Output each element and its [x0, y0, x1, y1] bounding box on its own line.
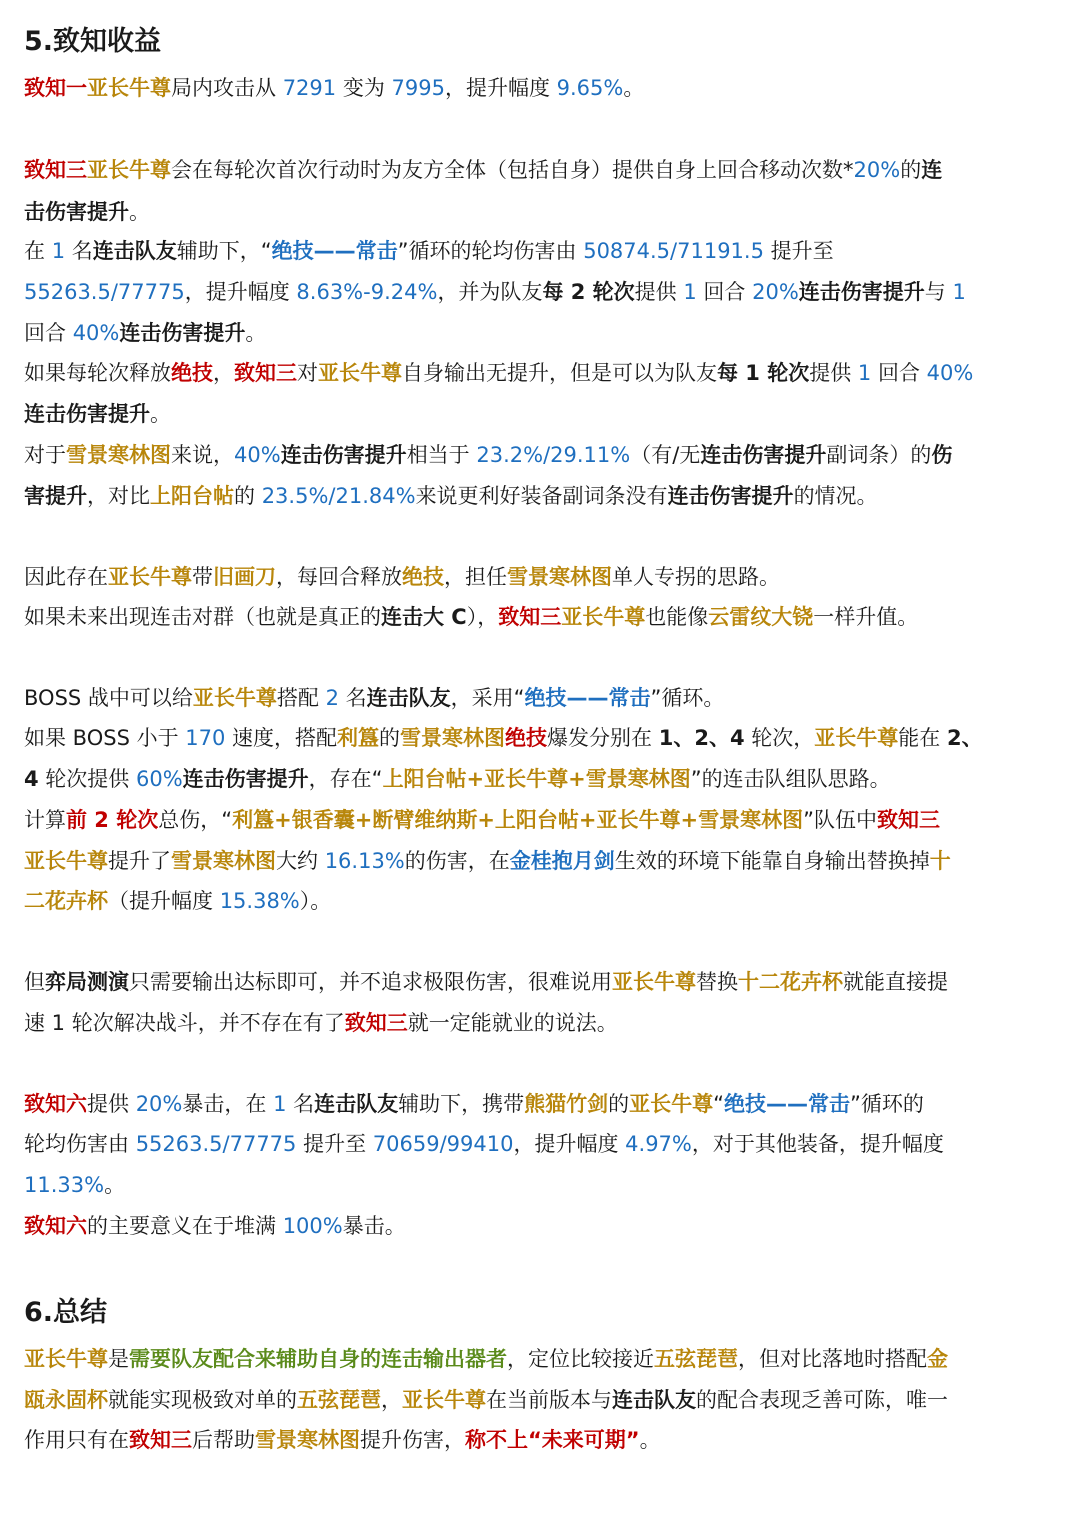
text-segment: ，定位比较接近	[507, 1347, 654, 1371]
text-segment: 亚长牛尊	[402, 1388, 486, 1412]
text-segment: 十	[929, 849, 951, 873]
text-segment: 的情况。	[793, 484, 878, 508]
text-segment: 爆发分别在	[547, 726, 659, 750]
text-segment: 雪景寒林图	[400, 726, 506, 750]
text-segment: 绝技——常击	[724, 1092, 851, 1116]
text-segment: ，	[381, 1388, 402, 1412]
text-segment: 局内攻击从	[171, 76, 283, 100]
text-segment: 因此存在	[24, 565, 108, 589]
text-segment: 连击队友	[612, 1388, 696, 1412]
text-segment: 16.13%	[324, 849, 405, 873]
text-segment: 100%	[282, 1214, 343, 1238]
text-segment: 的	[234, 484, 262, 508]
text-segment: 在当前版本与	[486, 1388, 612, 1412]
text-segment: 致知三	[877, 808, 940, 832]
text-segment: 就一定能就业的说法。	[407, 1011, 618, 1035]
text-line	[24, 1165, 125, 1205]
text-segment: 变为	[336, 76, 392, 100]
text-segment: 1、2、4	[658, 726, 745, 750]
text-segment: 云雷纹大铙	[708, 605, 814, 629]
text-segment: 亚长牛尊	[629, 1092, 714, 1116]
text-segment: ，	[213, 361, 234, 385]
text-segment: 就能实现极致对单的	[108, 1388, 297, 1412]
text-segment: ，但对比落地时搭配	[738, 1347, 927, 1371]
text-segment: 弈局测演	[45, 970, 129, 994]
text-segment: 亚长牛尊	[561, 605, 646, 629]
text-segment: 绝技——常击	[271, 239, 398, 263]
text-line	[24, 800, 940, 840]
text-segment: 提供	[634, 280, 684, 304]
text-line	[24, 1380, 948, 1420]
text-segment: 4	[24, 767, 39, 791]
text-segment: 利簋+银香囊+断臂维纳斯+上阳台帖+亚长牛尊+雪景寒林图	[232, 808, 804, 832]
text-segment: 的配合表现乏善可陈，唯一	[696, 1388, 948, 1412]
text-segment: 上阳台帖+亚长牛尊+雪景寒林图	[382, 767, 691, 791]
text-segment: 带	[192, 565, 213, 589]
text-segment: ，存在“	[308, 767, 383, 791]
text-line	[24, 353, 973, 393]
text-segment: 提供	[809, 361, 858, 385]
text-segment: 。	[245, 321, 267, 345]
text-segment: 5.致知收益	[24, 26, 162, 57]
text-segment: 总伤，“	[158, 808, 233, 832]
text-segment: 击伤害提升	[24, 200, 129, 224]
text-line	[24, 1420, 661, 1460]
text-line	[24, 150, 942, 190]
text-segment: 但	[24, 970, 45, 994]
text-segment: 连击伤害提升	[24, 402, 150, 426]
text-segment: 回合	[871, 361, 927, 385]
text-segment: 连击伤害提升	[119, 321, 246, 345]
text-segment: 23.5%/21.84%	[261, 484, 416, 508]
text-segment: 亚长牛尊	[318, 361, 402, 385]
text-segment: 的	[900, 158, 922, 182]
text-segment: ，担任	[444, 565, 507, 589]
text-segment: 后帮助	[192, 1428, 255, 1452]
text-segment: 。	[129, 200, 150, 224]
text-segment: 辅助下，携带	[398, 1092, 525, 1116]
text-segment: 金桂抱月剑	[509, 849, 615, 873]
text-segment: 也能像	[645, 605, 709, 629]
text-segment: 40%	[72, 321, 120, 345]
text-segment: 轮次提供	[38, 767, 136, 791]
text-segment: ，提升幅度	[444, 76, 557, 100]
text-segment: 致知六	[24, 1214, 87, 1238]
text-segment: 提升至	[763, 239, 834, 263]
text-segment: 亚长牛尊	[24, 849, 108, 873]
text-segment: 名	[286, 1092, 315, 1116]
text-segment: 致知三	[344, 1011, 408, 1035]
text-segment: 计算	[24, 808, 66, 832]
text-line	[24, 231, 834, 271]
text-segment: 就能直接提	[843, 970, 948, 994]
text-segment: 大约	[276, 849, 325, 873]
text-segment: ，采用“	[450, 686, 525, 710]
text-segment: 雪景寒林图	[66, 443, 171, 467]
text-segment: 熊猫竹剑	[524, 1092, 609, 1116]
text-segment: 轮均伤害由	[24, 1132, 136, 1156]
text-segment: 生效的环境下能靠自身输出替换掉	[614, 849, 930, 873]
text-segment: 雪景寒林图	[507, 565, 612, 589]
text-segment: 十二花卉杯	[738, 970, 843, 994]
text-segment: 连击伤害提升	[667, 484, 794, 508]
text-segment: 一样升值。	[813, 605, 919, 629]
text-segment: 提升了	[108, 849, 171, 873]
text-segment: 1	[952, 280, 966, 304]
text-line	[24, 678, 724, 718]
text-segment: 连击伤害提升	[798, 280, 925, 304]
text-segment: 的	[379, 726, 401, 750]
text-segment: 40%	[234, 443, 281, 467]
text-segment: 五弦琵琶	[297, 1388, 381, 1412]
text-segment: 名	[338, 686, 367, 710]
text-segment: 20%	[752, 280, 799, 304]
text-segment: 。	[623, 76, 645, 100]
text-segment: 170	[185, 726, 226, 750]
text-segment: “	[713, 1092, 725, 1116]
text-segment: 70659/99410	[372, 1132, 514, 1156]
text-segment: 1	[273, 1092, 287, 1116]
text-segment: 1	[683, 280, 697, 304]
text-segment: 利簋	[337, 726, 380, 750]
text-line	[24, 759, 891, 799]
text-segment: 辅助下，“	[176, 239, 272, 263]
text-segment: 每 2 轮次	[542, 280, 635, 304]
text-segment: 亚长牛尊	[108, 565, 192, 589]
text-segment: 只需要输出达标即可，并不追求极限伤害，很难说用	[129, 970, 612, 994]
text-segment: 能在	[898, 726, 947, 750]
text-segment: 相当于	[406, 443, 477, 467]
text-segment: 连击队友	[92, 239, 177, 263]
text-segment: 9.65%	[556, 76, 624, 100]
text-segment: BOSS 战中可以给	[24, 686, 193, 710]
section-heading	[24, 1293, 107, 1333]
text-segment: 如果未来出现连击对群（也就是真正的	[24, 605, 381, 629]
text-segment: 55263.5/77775	[135, 1132, 297, 1156]
text-segment: 亚长牛尊	[87, 158, 171, 182]
text-segment: 的伤害，在	[404, 849, 510, 873]
text-segment: 亚长牛尊	[87, 76, 171, 100]
text-segment: 需要队友配合来辅助自身的连击输出器者	[129, 1347, 507, 1371]
text-line	[24, 597, 918, 637]
text-segment: ”循环。	[650, 686, 725, 710]
text-segment: ，每回合释放	[276, 565, 402, 589]
text-segment: 暴击，在	[182, 1092, 274, 1116]
text-segment: 绝技	[402, 565, 444, 589]
text-segment: 连击伤害提升	[182, 767, 309, 791]
text-segment: ，对于其他装备，提升幅度	[691, 1132, 944, 1156]
text-segment: 致知一	[24, 76, 87, 100]
text-segment: ，提升幅度	[513, 1132, 626, 1156]
text-line	[24, 1339, 948, 1379]
text-segment: 会在每轮次首次行动时为友方全体（包括自身）提供自身上回合移动次数*	[171, 158, 854, 182]
text-segment: ”循环的轮均伤害由	[397, 239, 584, 263]
text-line	[24, 962, 948, 1002]
text-segment: 致知三	[24, 158, 87, 182]
text-line	[24, 313, 266, 353]
text-segment: 50874.5/71191.5	[583, 239, 764, 263]
text-segment: 速 1 轮次解决战斗，并不存在有了	[24, 1011, 345, 1035]
text-segment: 连击伤害提升	[280, 443, 407, 467]
text-line	[24, 557, 780, 597]
text-segment: 亚长牛尊	[24, 1347, 108, 1371]
text-segment: 对于	[24, 443, 66, 467]
text-segment: 60%	[135, 767, 183, 791]
text-segment: 瓯永固杯	[24, 1388, 108, 1412]
text-segment: 连击大 C	[381, 605, 467, 629]
text-segment: ），	[466, 605, 499, 629]
text-segment: 轮次，	[744, 726, 815, 750]
text-segment: 害提升	[24, 484, 87, 508]
text-segment: 对	[297, 361, 318, 385]
text-segment: 雪景寒林图	[255, 1428, 360, 1452]
text-segment: 单人专拐的思路。	[612, 565, 780, 589]
text-segment: 连	[921, 158, 943, 182]
text-line	[24, 881, 331, 921]
text-segment: 致知三	[129, 1428, 192, 1452]
text-segment: 称不上“未来可期”	[465, 1428, 640, 1452]
text-segment: 与	[924, 280, 953, 304]
text-segment: （提升幅度	[108, 889, 220, 913]
text-segment: 回合	[696, 280, 753, 304]
text-segment: 40%	[926, 361, 974, 385]
text-segment: 绝技——常击	[524, 686, 651, 710]
text-segment: 7995	[391, 76, 445, 100]
text-segment: ，对比	[87, 484, 150, 508]
text-line	[24, 476, 878, 516]
text-segment: 20%	[135, 1092, 183, 1116]
text-segment: ”队伍中	[803, 808, 877, 832]
text-segment: 1	[857, 361, 872, 385]
text-segment: 如果每轮次释放	[24, 361, 171, 385]
text-segment: 7291	[282, 76, 337, 100]
text-segment: 替换	[696, 970, 738, 994]
text-segment: 搭配	[276, 686, 326, 710]
text-segment: 绝技	[171, 361, 213, 385]
text-segment: 伤	[931, 443, 953, 467]
text-segment: 绝技	[505, 726, 548, 750]
text-segment: 旧画刀	[213, 565, 276, 589]
text-segment: 23.2%/29.11%	[476, 443, 631, 467]
text-segment: ，提升幅度	[184, 280, 297, 304]
text-segment: 6.总结	[24, 1297, 108, 1328]
text-segment: 2	[325, 686, 339, 710]
text-line	[24, 1003, 618, 1043]
text-segment: 的	[608, 1092, 630, 1116]
text-segment: ”循环的	[850, 1092, 924, 1116]
text-segment: 来说更利好装备副词条没有	[415, 484, 668, 508]
text-segment: 1	[51, 239, 66, 263]
text-segment: 自身输出无提升，但是可以为队友	[402, 361, 717, 385]
text-segment: 回合	[24, 321, 73, 345]
text-line	[24, 68, 644, 108]
text-segment: 作用只有在	[24, 1428, 129, 1452]
text-segment: 亚长牛尊	[814, 726, 899, 750]
text-line	[24, 718, 983, 758]
text-segment: 15.38%	[219, 889, 300, 913]
text-line	[24, 1206, 406, 1246]
text-segment: 。	[639, 1428, 661, 1452]
text-segment: 致知三	[498, 605, 562, 629]
text-segment: 亚长牛尊	[192, 686, 277, 710]
text-segment: 55263.5/77775	[24, 280, 185, 304]
text-segment: 11.33%	[24, 1173, 105, 1197]
text-segment: 连击队友	[366, 686, 451, 710]
text-segment: 致知六	[24, 1092, 87, 1116]
text-line	[24, 841, 951, 881]
text-line	[24, 394, 171, 434]
text-segment: 亚长牛尊	[612, 970, 696, 994]
text-segment: 20%	[853, 158, 901, 182]
text-segment: 五弦琵琶	[654, 1347, 738, 1371]
text-segment: 。	[104, 1173, 126, 1197]
text-segment: 致知三	[234, 361, 297, 385]
text-segment: 每 1 轮次	[717, 361, 810, 385]
text-segment: 雪景寒林图	[171, 849, 276, 873]
text-line	[24, 1084, 924, 1124]
text-segment: ，并为队友	[437, 280, 543, 304]
text-segment: 暴击。	[342, 1214, 406, 1238]
text-segment: 提升伤害，	[360, 1428, 465, 1452]
text-segment: 副词条）的	[826, 443, 932, 467]
text-segment: 是	[108, 1347, 129, 1371]
text-segment: 上阳台帖	[150, 484, 234, 508]
text-segment: 在	[24, 239, 52, 263]
text-segment: 2、	[946, 726, 983, 750]
text-segment: 8.63%-9.24%	[296, 280, 438, 304]
text-segment: 提升至	[296, 1132, 373, 1156]
text-segment: 名	[65, 239, 93, 263]
text-segment: 的主要意义在于堆满	[87, 1214, 283, 1238]
section-heading	[24, 22, 161, 62]
text-line	[24, 435, 952, 475]
text-segment: 前 2 轮次	[66, 808, 159, 832]
text-segment: 4.97%	[625, 1132, 692, 1156]
text-segment: 如果 BOSS 小于	[24, 726, 186, 750]
text-segment: ）。	[299, 889, 332, 913]
text-line	[24, 272, 966, 312]
text-line	[24, 1124, 944, 1164]
text-segment: 连击伤害提升	[700, 443, 827, 467]
text-segment: ”的连击队组队思路。	[690, 767, 891, 791]
text-segment: 。	[150, 402, 171, 426]
text-line	[24, 192, 150, 232]
text-segment: （有/无	[630, 443, 701, 467]
text-segment: 金	[927, 1347, 948, 1371]
text-segment: 速度，搭配	[225, 726, 338, 750]
text-segment: 连击队友	[314, 1092, 399, 1116]
text-segment: 提供	[87, 1092, 136, 1116]
text-segment: 二花卉杯	[24, 889, 108, 913]
text-segment: 来说，	[171, 443, 234, 467]
